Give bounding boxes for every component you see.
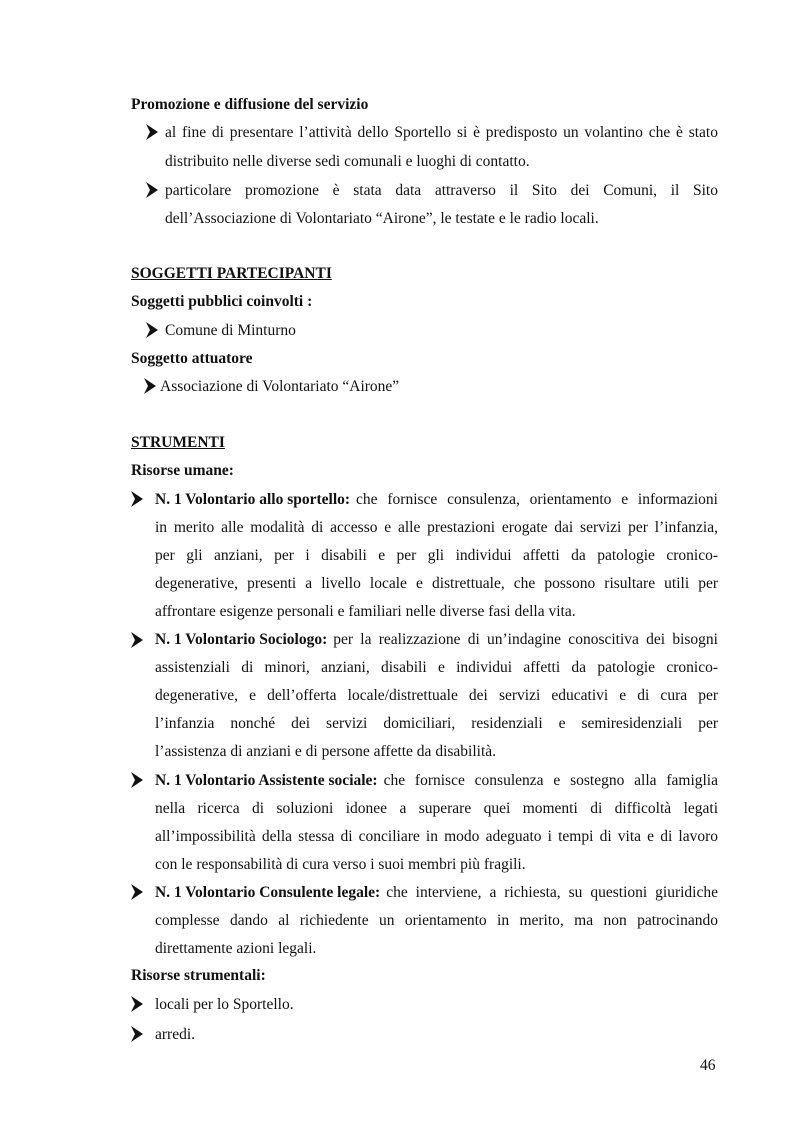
risorsa-3-line-3: all’impossibilità della stessa di conciliare in modo adeguato i tempi di vita e di lavoro [155,828,718,845]
risorsa-2-text: per la realizzazione di un’indagine conoscitiva dei bisogni [333,631,718,648]
risorsa-4-line-1 [155,883,718,903]
risorsa-1-line-3: per gli anziani, per i disabili e per gli individui affetti da patologie cronico- [155,547,718,564]
risorsa-1-line-2: in merito alle modalità di accesso e alle prestazioni erogate dai servizi per l’infanzia, [155,519,718,536]
risorsa-2-line-5: l’assistenza di anziani e di persone affette da disabilità. [155,743,497,760]
risorsa-3-title: N. 1 Volontario Assistente sociale: [155,772,378,789]
risorsa-4-title: N. 1 Volontario Consulente legale: [155,884,381,901]
risorsa-2-title: N. 1 Volontario Sociologo: [155,631,328,648]
risorsa-1-text: che fornisce consulenza, orientamento e informazioni [356,491,718,508]
risorsa-1-line-4: degenerative, presenti a livello locale e distrettuale, che possono risultare utili per [155,575,718,592]
arrow-bullet-icon [131,632,143,648]
risorsa-1-line-1 [155,490,718,510]
strumentale-item-2: arredi. [155,1026,196,1043]
risorsa-3-line-4: con le responsabilità di cura verso i suoi membri più fragili. [155,856,526,873]
risorsa-3-text: che fornisce consulenza e sostegno alla famiglia [383,772,718,789]
risorsa-2-line-3: degenerative, e dell’offerta locale/distrettuale dei servizi educativi e di cura per [155,687,718,704]
arrow-bullet-icon [146,322,158,338]
risorsa-4-line-2: complesse dando al richiedente un orientamento in merito, ma non patrocinando [155,912,718,929]
risorsa-3-line-2: nella ricerca di soluzioni idonee a superare quei momenti di difficoltà legati [155,800,718,817]
promo-bullet-2-line-1: particolare promozione è stata data attraverso il Sito dei Comuni, il Sito [165,182,718,199]
section-heading-strumenti: STRUMENTI [131,434,225,451]
soggetti-pubblici-label: Soggetti pubblici coinvolti : [131,293,313,310]
arrow-bullet-icon [131,884,143,900]
risorse-strumentali-label: Risorse strumentali: [131,967,266,984]
risorsa-3-line-1 [155,771,718,791]
arrow-bullet-icon [131,491,143,507]
arrow-bullet-icon [131,996,143,1012]
promo-bullet-1-line-2: distribuito nelle diverse sedi comunali e luoghi di contatto. [165,153,530,170]
risorsa-1-line-5: affrontare esigenze personali e familiari nelle diverse fasi della vita. [155,603,576,620]
arrow-bullet-icon [131,1026,143,1042]
risorsa-2-line-4: l’infanzia nonché dei servizi domiciliari, residenziali e semiresidenziali per [155,715,718,732]
arrow-bullet-icon [131,772,143,788]
section-heading-promozione: Promozione e diffusione del servizio [131,96,369,113]
soggetto-attuatore-item: Associazione di Volontariato “Airone” [160,378,400,395]
risorsa-2-line-2: assistenziali di minori, anziani, disabili e individui affetti da patologie cronico- [155,659,718,676]
promo-bullet-1-line-1: al fine di presentare l’attività dello Sportello si è predisposto un volantino che è stato [165,124,718,141]
risorse-umane-label: Risorse umane: [131,462,234,479]
promo-bullet-2-line-2: dell’Associazione di Volontariato “Airone”, le testate e le radio locali. [165,210,599,227]
soggetti-pubblici-item: Comune di Minturno [165,322,296,339]
risorsa-2-line-1 [155,630,718,650]
arrow-bullet-icon [146,182,158,198]
arrow-bullet-icon [144,378,156,394]
strumentale-item-1: locali per lo Sportello. [155,996,294,1013]
section-heading-soggetti: SOGGETTI PARTECIPANTI [131,265,332,282]
risorsa-4-line-3: direttamente azioni legali. [155,940,317,957]
risorsa-4-text: che interviene, a richiesta, su questioni giuridiche [386,884,718,901]
page-number: 46 [700,1057,716,1074]
risorsa-1-title: N. 1 Volontario allo sportello: [155,491,351,508]
soggetto-attuatore-label: Soggetto attuatore [131,350,253,367]
arrow-bullet-icon [146,124,158,140]
